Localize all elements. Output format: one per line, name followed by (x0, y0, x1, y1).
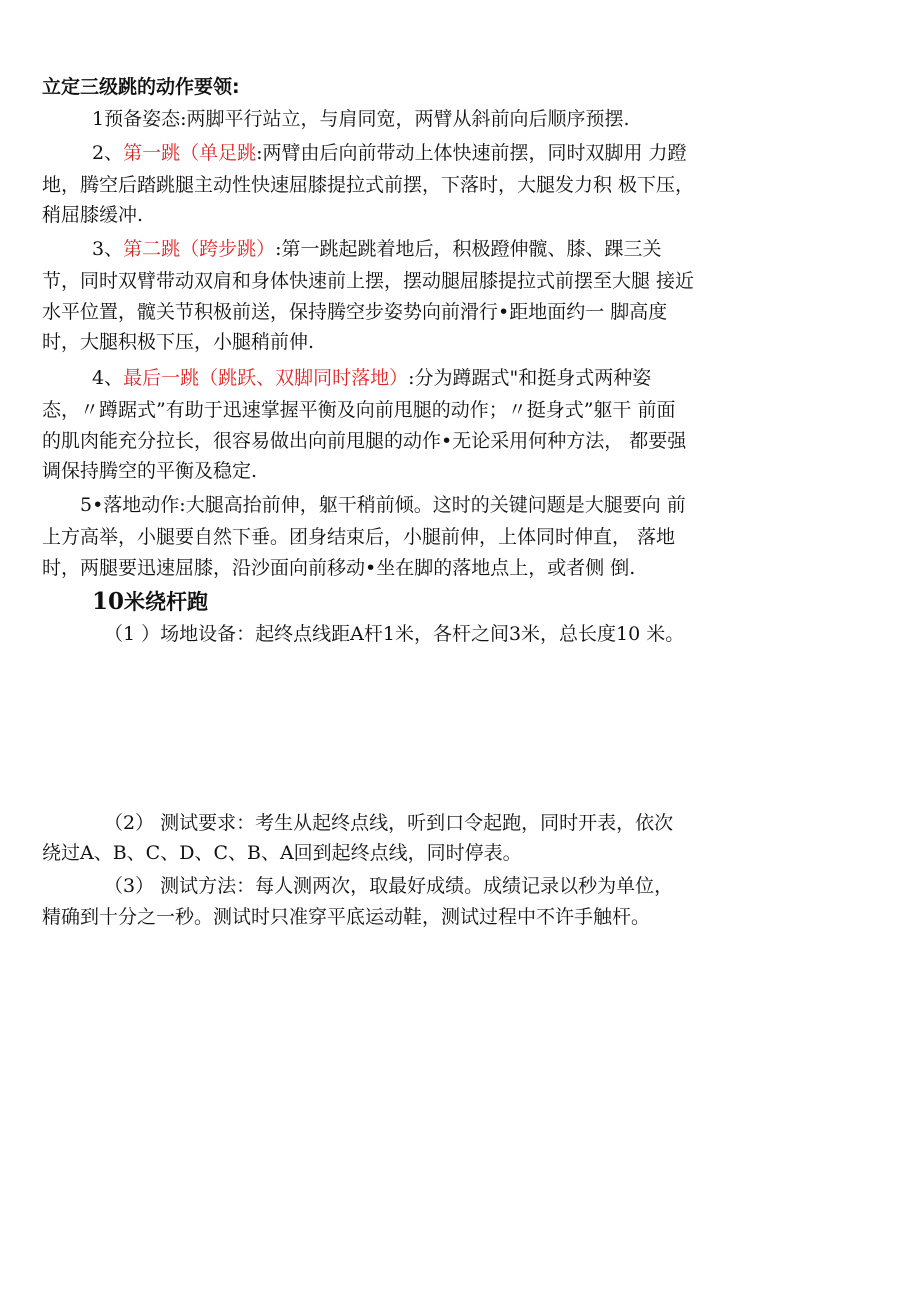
step-4-label: 最后一跳（跳跃、双脚同时落地） (123, 367, 409, 389)
item-3-line-1: （3） 测试方法：每人测两次，取最好成绩。成绩记录以秒为单位， (104, 875, 674, 897)
item-3-line-2: 精确到十分之一秒。测试时只准穿平底运动鞋，测试过程中不许手触杆。 (42, 906, 651, 928)
step-4-line-2: 态，〃蹲踞式”有助于迅速掌握平衡及向前甩腿的动作；〃挺身式”躯干 前面 (42, 399, 676, 421)
item-1-text: （1 ）场地设备：起终点线距A杆1米，各杆之间3米，总长度10 米。 (104, 623, 685, 645)
step-3-line-1 (92, 234, 662, 264)
step-2-label: 第一跳（单足跳 (123, 142, 257, 164)
step-5-line-1: 5•落地动作:大腿高抬前伸，躯干稍前倾。这时的关键问题是大腿要向 前 (80, 494, 686, 516)
step-4-line-1 (92, 363, 651, 393)
step-5-line-3: 时，两腿要迅速屈膝，沿沙面向前移动•坐在脚的落地点上，或者侧 倒. (42, 557, 636, 579)
step-3-line-2: 节，同时双臂带动双肩和身体快速前上摆，摆动腿屈膝提拉式前摆至大腿 接近 (42, 270, 695, 292)
step-3-label: 第二跳（跨步跳） (123, 238, 276, 260)
section-heading (92, 587, 208, 617)
step-1-text: 1预备姿态:两脚平行站立，与肩同宽，两臂从斜前向后顺序预摆. (92, 108, 630, 130)
step-3-text-1: :第一跳起跳着地后，积极蹬伸髋、膝、踝三关 (275, 238, 662, 260)
step-5-line-2: 上方高举，小腿要自然下垂。团身结束后，小腿前伸，上体同时伸直， 落地 (42, 526, 676, 548)
step-2-line-1 (92, 138, 687, 168)
section-heading-number: 10 (92, 588, 125, 615)
step-3-line-3: 水平位置，髋关节积极前送，保持腾空步姿势向前滑行•距地面约一 脚高度 (42, 301, 668, 323)
item-2-line-2: 绕过A、B、C、D、C、B、A回到起终点线，同时停表。 (42, 842, 522, 864)
step-2-line-2: 地，腾空后踏跳腿主动性快速屈膝提拉式前摆，下落时，大腿发力积 极下压， (42, 174, 695, 196)
step-2-line-3: 稍屈膝缓冲. (42, 204, 144, 226)
step-4-line-4: 调保持腾空的平衡及稳定. (42, 460, 258, 482)
step-2-number: 2、 (92, 142, 124, 164)
step-4-number: 4、 (92, 367, 124, 389)
step-3-number: 3、 (92, 238, 124, 260)
step-2-text-1: :两臂由后向前带动上体快速前摆，同时双脚用 力蹬 (256, 142, 687, 164)
step-3-line-4: 时，大腿积极下压，小腿稍前伸. (42, 331, 315, 353)
section-heading-text: 米绕杆跑 (124, 589, 209, 614)
item-2-line-1: （2） 测试要求：考生从起终点线，听到口令起跑，同时开表，依次 (104, 812, 674, 834)
doc-title: 立定三级跳的动作要领: (42, 76, 240, 98)
step-4-line-3: 的肌肉能充分拉长，很容易做出向前甩腿的动作•无论采用何种方法， 都要强 (42, 430, 687, 452)
step-4-text-1: :分为蹲踞式"和挺身式两种姿 (408, 367, 652, 389)
